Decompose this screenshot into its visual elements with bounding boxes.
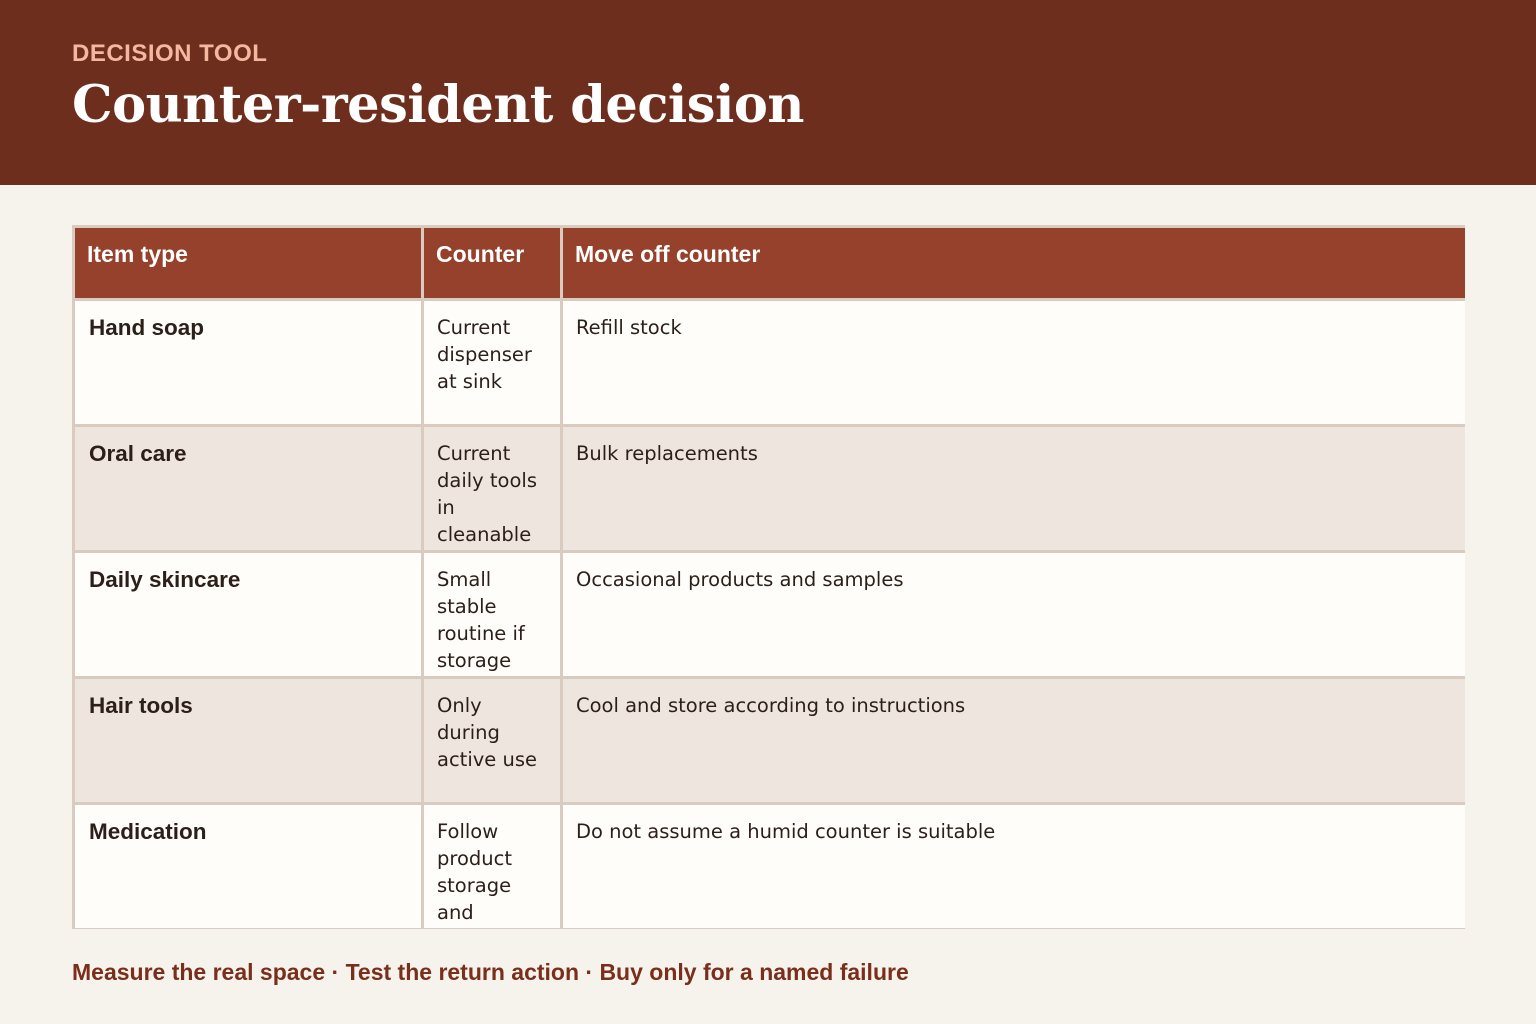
cell-move-off-counter: Cool and store according to instructions xyxy=(563,679,1465,802)
cell-item-type: Hair tools xyxy=(75,679,421,802)
table-row xyxy=(75,301,1465,424)
cell-move-off-counter: Bulk replacements xyxy=(563,427,1465,550)
cell-move-off-counter: Do not assume a humid counter is suitable xyxy=(563,805,1465,928)
cell-counter: Small stable routine if storage xyxy=(424,553,560,676)
cell-item-type: Daily skincare xyxy=(75,553,421,676)
table-row xyxy=(75,553,1465,676)
table-row xyxy=(75,805,1465,928)
decision-table-container xyxy=(72,225,1465,929)
decision-table xyxy=(72,225,1468,931)
footer-guidance: Measure the real space · Test the return action · Buy only for a named failure xyxy=(72,959,909,985)
cell-move-off-counter: Occasional products and samples xyxy=(563,553,1465,676)
table-row xyxy=(75,679,1465,802)
page-header xyxy=(0,0,1536,185)
cell-move-off-counter: Refill stock xyxy=(563,301,1465,424)
column-header-counter: Counter xyxy=(424,228,560,298)
cell-item-type: Hand soap xyxy=(75,301,421,424)
page-title: Counter-resident decision xyxy=(72,75,804,135)
cell-counter: Only during active use xyxy=(424,679,560,802)
cell-item-type: Medication xyxy=(75,805,421,928)
cell-item-type: Oral care xyxy=(75,427,421,550)
cell-counter: Current dispenser at sink xyxy=(424,301,560,424)
eyebrow-label: DECISION TOOL xyxy=(72,40,268,67)
cell-counter: Current daily tools in cleanable xyxy=(424,427,560,550)
table-row xyxy=(75,427,1465,550)
column-header-item-type: Item type xyxy=(75,228,421,298)
cell-counter: Follow product storage and xyxy=(424,805,560,928)
column-header-move-off-counter: Move off counter xyxy=(563,228,1465,298)
table-header-row xyxy=(75,228,1465,298)
